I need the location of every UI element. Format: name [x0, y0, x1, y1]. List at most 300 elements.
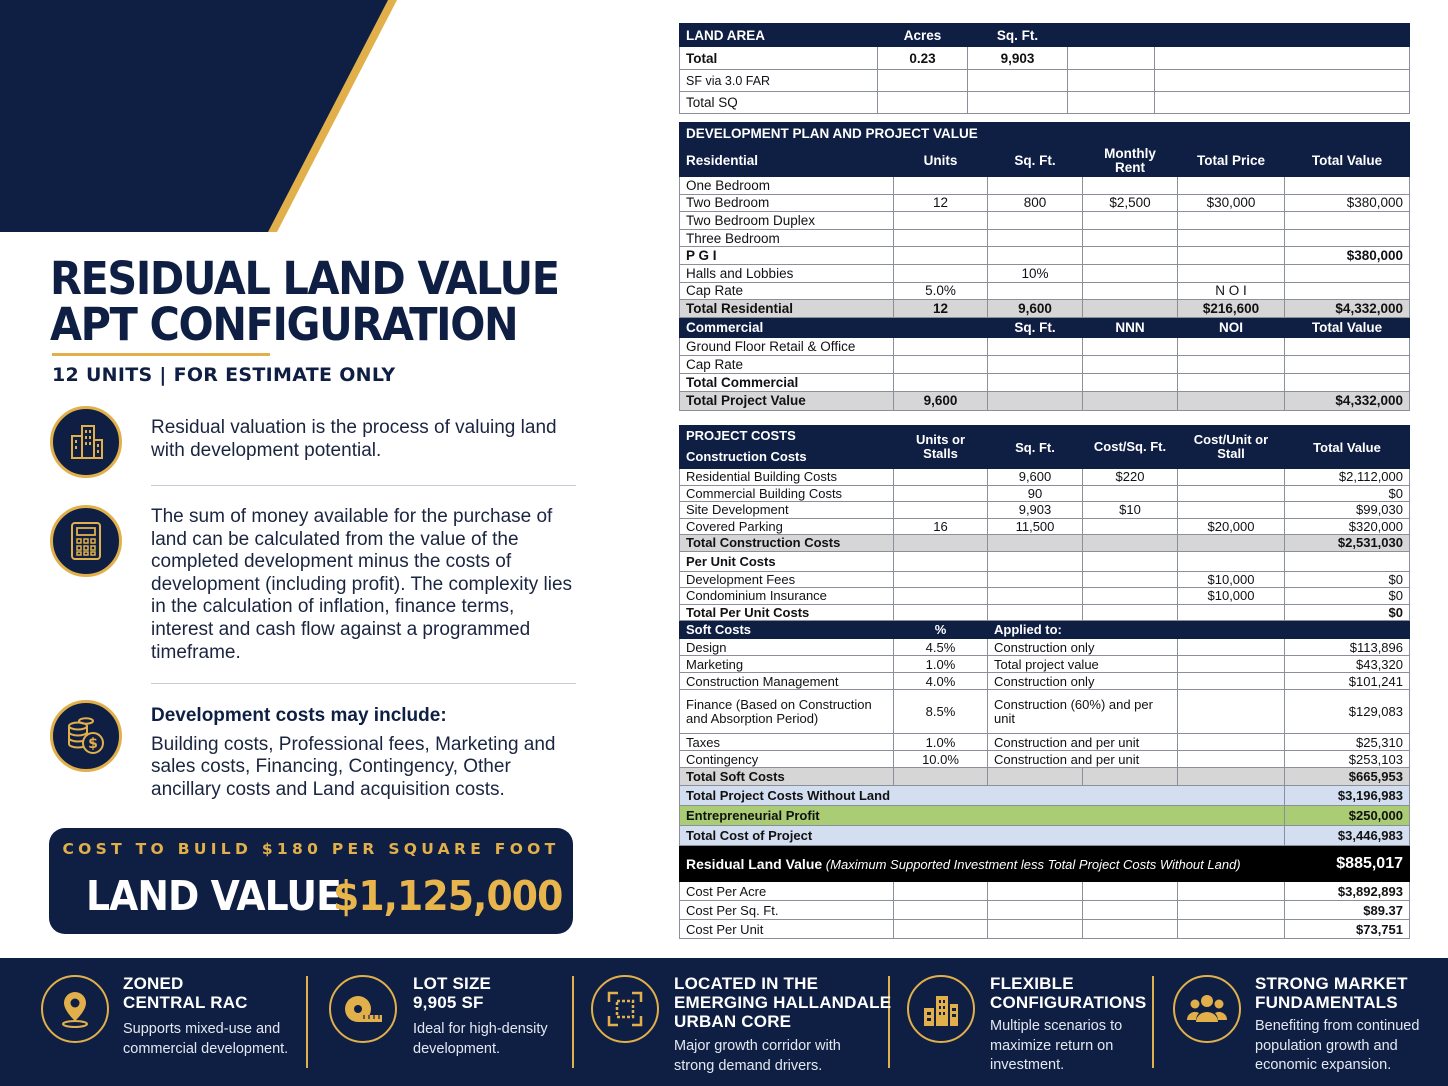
title-line: LOCATED IN THE: [674, 974, 819, 993]
divider: [151, 485, 576, 486]
cell: Total: [680, 47, 878, 70]
header-cell: Sq. Ft.: [968, 24, 1068, 47]
cell: [894, 502, 988, 519]
cell: [988, 177, 1083, 195]
cell: $10: [1083, 502, 1178, 519]
table-row: [680, 229, 1410, 247]
table-row: [680, 734, 1410, 751]
page-title-line1: RESIDUAL LAND VALUE: [50, 252, 559, 305]
cell: [894, 901, 988, 920]
divider: [1152, 976, 1154, 1068]
table-row: [680, 282, 1410, 300]
cell: $380,000: [1285, 194, 1410, 212]
cell: [1083, 901, 1178, 920]
cell: [1083, 337, 1178, 355]
residual-label: Residual Land Value: [686, 856, 823, 872]
page-subtitle: 12 UNITS | FOR ESTIMATE ONLY: [52, 364, 396, 386]
cell: [894, 551, 988, 571]
cell: $3,892,893: [1285, 882, 1410, 901]
cell: $4,332,000: [1285, 300, 1410, 318]
page-title-line2: APT CONFIGURATION: [50, 298, 518, 351]
cell: Finance (Based on Construction and Absorption Period): [680, 690, 894, 734]
cell: [1155, 47, 1410, 70]
cell: [1083, 229, 1178, 247]
cell: [894, 337, 988, 355]
cell: $3,196,983: [1285, 786, 1410, 806]
cell: $101,241: [1285, 673, 1410, 690]
header-cell: Construction Costs: [680, 445, 894, 469]
cell: $320,000: [1285, 518, 1410, 535]
cell: [894, 768, 988, 786]
header-cell: Units: [894, 145, 988, 177]
per-unit-rows: [680, 571, 1410, 621]
table-row: [680, 826, 1410, 846]
cell: $0: [1285, 571, 1410, 588]
cell: [1178, 673, 1285, 690]
cell: [988, 282, 1083, 300]
feature-title-location: [674, 974, 891, 1031]
cell: [1178, 751, 1285, 768]
cell: [1083, 604, 1178, 621]
title-underline: [52, 353, 270, 356]
table-row: [680, 768, 1410, 786]
land-area-table: [679, 23, 1410, 114]
cell: [1285, 337, 1410, 355]
cell: [988, 391, 1083, 410]
cell: [1285, 229, 1410, 247]
cell: [1178, 768, 1285, 786]
table-row: [680, 92, 1410, 114]
desc-line: development.: [413, 1040, 501, 1057]
cell: $99,030: [1285, 502, 1410, 519]
cell: Cap Rate: [680, 355, 894, 373]
cell: [1178, 177, 1285, 195]
table-row: [680, 469, 1410, 486]
cell: 12: [894, 300, 988, 318]
header-cell: Cost/Unit or Stall: [1178, 426, 1285, 469]
cell: $253,103: [1285, 751, 1410, 768]
cell: Ground Floor Retail & Office: [680, 337, 894, 355]
desc-line: Ideal for high-density: [413, 1021, 548, 1037]
cell: Construction only: [988, 673, 1178, 690]
cell: [1083, 518, 1178, 535]
cell: [1083, 264, 1178, 282]
cell: [1068, 92, 1155, 114]
cell: [1178, 901, 1285, 920]
cell: [1083, 177, 1178, 195]
cell: Site Development: [680, 502, 894, 519]
table-row: [680, 247, 1410, 265]
cell: $89.37: [1285, 901, 1410, 920]
residential-rows: [680, 177, 1410, 318]
table-row: [680, 355, 1410, 373]
header-cell: Total Value: [1285, 426, 1410, 469]
title-line: EMERGING HALLANDALE: [674, 993, 892, 1012]
cell: 8.5%: [894, 690, 988, 734]
table-row: [680, 485, 1410, 502]
header-cell: Sq. Ft.: [988, 145, 1083, 177]
desc-line: Major growth corridor with: [674, 1038, 841, 1054]
cell: Construction and per unit: [988, 734, 1178, 751]
cell: 1.0%: [894, 656, 988, 673]
cell: 4.5%: [894, 639, 988, 656]
desc-line: Multiple scenarios to: [990, 1018, 1123, 1034]
desc-line: Supports mixed-use and: [123, 1021, 281, 1037]
cell: [1178, 690, 1285, 734]
cell: [894, 604, 988, 621]
cell: $4,332,000: [1285, 391, 1410, 410]
header-cell: [1155, 24, 1410, 47]
cell: Total Construction Costs: [680, 535, 894, 552]
cell: [894, 535, 988, 552]
table-row: [680, 639, 1410, 656]
cell: Marketing: [680, 656, 894, 673]
table-row: [680, 588, 1410, 605]
cell: [878, 92, 968, 114]
commercial-rows: [680, 337, 1410, 410]
cell: P G I: [680, 247, 894, 265]
cell: 9,600: [894, 391, 988, 410]
cell: [988, 768, 1083, 786]
coins-dollar-icon: [50, 700, 122, 772]
cell: Total project value: [988, 656, 1178, 673]
cell: [1083, 355, 1178, 373]
cell: Per Unit Costs: [680, 551, 894, 571]
cell: 90: [988, 485, 1083, 502]
section-title-row: [680, 426, 1410, 445]
table-row: [680, 518, 1410, 535]
table-row: [680, 751, 1410, 768]
cell: [1178, 734, 1285, 751]
header-cell: Cost/Sq. Ft.: [1083, 426, 1178, 469]
header-cell: Sq. Ft.: [988, 426, 1083, 469]
table-row: [680, 786, 1410, 806]
cell: [894, 588, 988, 605]
cell: Contingency: [680, 751, 894, 768]
cell: [894, 355, 988, 373]
cell: [1285, 264, 1410, 282]
cell: 10.0%: [894, 751, 988, 768]
cell: Cost Per Acre: [680, 882, 894, 901]
feature-desc-market: [1255, 1017, 1419, 1076]
title-line: ZONED: [123, 974, 184, 993]
header-cell: Acres: [878, 24, 968, 47]
cell: $43,320: [1285, 656, 1410, 673]
title-line: URBAN CORE: [674, 1012, 792, 1031]
feature-body: Building costs, Professional fees, Marketing and sales costs, Financing, Contingency, Other ancillary costs and Land acquisition costs.: [151, 733, 556, 800]
table-header-row: [680, 621, 1410, 639]
feature-title-configurations: [990, 974, 1146, 1012]
table-row: [680, 656, 1410, 673]
cell: 11,500: [988, 518, 1083, 535]
cell: [988, 901, 1083, 920]
cell: 12: [894, 194, 988, 212]
header-cell: Units or Stalls: [894, 426, 988, 469]
table-row: [680, 690, 1410, 734]
cell: [1155, 70, 1410, 92]
cell: [1178, 656, 1285, 673]
cell: Cost Per Sq. Ft.: [680, 901, 894, 920]
feature-desc-zoned: [123, 1020, 288, 1059]
table-row: [680, 337, 1410, 355]
soft-cost-rows: [680, 639, 1410, 768]
project-costs-table: [679, 425, 1410, 939]
section-title: PROJECT COSTS: [680, 426, 894, 445]
cell: $665,953: [1285, 768, 1410, 786]
cell: [988, 588, 1083, 605]
cell: Cost Per Unit: [680, 920, 894, 939]
cell: [988, 882, 1083, 901]
cell: [1285, 551, 1410, 571]
feature-title-zoned: [123, 974, 248, 1012]
cell: Total Commercial: [680, 373, 894, 391]
header-cell: Applied to:: [988, 621, 1410, 639]
cell: [1083, 247, 1178, 265]
cell: [1083, 373, 1178, 391]
cell: 10%: [988, 264, 1083, 282]
table-row: [680, 673, 1410, 690]
feature-heading: Development costs may include:: [151, 705, 447, 726]
table-row: [680, 177, 1410, 195]
cell: [1083, 282, 1178, 300]
cell: [1083, 485, 1178, 502]
cell: [1083, 920, 1178, 939]
title-line: CENTRAL RAC: [123, 993, 248, 1012]
cell: [680, 846, 1285, 882]
cell: Residential Building Costs: [680, 469, 894, 486]
cell: 9,903: [968, 47, 1068, 70]
table-row: [680, 882, 1410, 901]
cell: [1178, 264, 1285, 282]
cell: Total Project Costs Without Land: [680, 786, 1285, 806]
header-cell: Commercial: [680, 317, 894, 337]
cell: $30,000: [1178, 194, 1285, 212]
cell: Condominium Insurance: [680, 588, 894, 605]
cost-to-build-label: COST TO BUILD $180 PER SQUARE FOOT: [62, 840, 560, 858]
cell: Two Bedroom Duplex: [680, 212, 894, 230]
desc-line: investment.: [990, 1057, 1065, 1073]
table-row: [680, 901, 1410, 920]
desc-line: economic expansion.: [1255, 1057, 1392, 1073]
cell: [894, 177, 988, 195]
feature-text-residual: Residual valuation is the process of valuing land with development potential.: [151, 417, 557, 461]
cell: [1178, 373, 1285, 391]
cell: [1083, 391, 1178, 410]
building-icon: [50, 406, 122, 478]
cell: [894, 571, 988, 588]
cell: [894, 212, 988, 230]
desc-line: population growth and: [1255, 1037, 1398, 1054]
location-pin-icon: [41, 975, 109, 1043]
divider: [306, 976, 308, 1068]
cell: $885,017: [1285, 846, 1410, 882]
construction-rows: [680, 469, 1410, 552]
cell: [988, 604, 1083, 621]
cell: Construction Management: [680, 673, 894, 690]
cell: 16: [894, 518, 988, 535]
cell: $113,896: [1285, 639, 1410, 656]
table-row: [680, 47, 1410, 70]
cell: Commercial Building Costs: [680, 485, 894, 502]
cell: [1178, 604, 1285, 621]
cell: [878, 70, 968, 92]
feature-desc-location: [674, 1037, 841, 1076]
cell: [1178, 355, 1285, 373]
cell: [1178, 485, 1285, 502]
cell: Total SQ: [680, 92, 878, 114]
cell: $250,000: [1285, 806, 1410, 826]
cell: 9,903: [988, 502, 1083, 519]
header-cell: Total Price: [1178, 145, 1285, 177]
cell: Halls and Lobbies: [680, 264, 894, 282]
cell: [894, 264, 988, 282]
header-cell: [1068, 24, 1155, 47]
divider: [572, 976, 574, 1068]
title-line: CONFIGURATIONS: [990, 993, 1147, 1012]
desc-line: commercial development.: [123, 1040, 289, 1057]
cell: [1178, 639, 1285, 656]
cell: 9,600: [988, 300, 1083, 318]
cell: [894, 229, 988, 247]
cell: Total Project Value: [680, 391, 894, 410]
header-cell: Monthly Rent: [1083, 145, 1178, 177]
cell: [1083, 300, 1178, 318]
cell: 1.0%: [894, 734, 988, 751]
cell: $10,000: [1178, 571, 1285, 588]
expand-frame-icon: [591, 975, 659, 1043]
svg-text:$: $: [88, 736, 98, 752]
cell: [968, 70, 1068, 92]
table-row: [680, 571, 1410, 588]
calculator-icon: [50, 505, 122, 577]
cell: [988, 571, 1083, 588]
cell: $20,000: [1178, 518, 1285, 535]
cell: [1178, 337, 1285, 355]
cell: [988, 247, 1083, 265]
cell: [894, 485, 988, 502]
table-row: [680, 194, 1410, 212]
cell: $2,531,030: [1285, 535, 1410, 552]
cell: Two Bedroom: [680, 194, 894, 212]
header-cell: %: [894, 621, 988, 639]
table-header-row: [680, 317, 1410, 337]
cell: Total Cost of Project: [680, 826, 1285, 846]
cell: $0: [1285, 588, 1410, 605]
cell: [1068, 47, 1155, 70]
cell: $129,083: [1285, 690, 1410, 734]
cell: $0: [1285, 485, 1410, 502]
cell: [894, 469, 988, 486]
per-cost-rows: [680, 882, 1410, 939]
cell: $25,310: [1285, 734, 1410, 751]
cell: 5.0%: [894, 282, 988, 300]
cell: [1178, 535, 1285, 552]
cell: [1083, 768, 1178, 786]
cell: [894, 920, 988, 939]
cell: [1083, 571, 1178, 588]
title-line: STRONG MARKET: [1255, 974, 1408, 993]
cell: Total Per Unit Costs: [680, 604, 894, 621]
header-cell: Sq. Ft.: [988, 317, 1083, 337]
cell: Construction only: [988, 639, 1178, 656]
cell: 4.0%: [894, 673, 988, 690]
table-row: [680, 300, 1410, 318]
cell: [1155, 92, 1410, 114]
cell: [1068, 70, 1155, 92]
table-row: [680, 551, 1410, 571]
cell: [894, 373, 988, 391]
cell: [1083, 212, 1178, 230]
cell: Development Fees: [680, 571, 894, 588]
cell: [988, 551, 1083, 571]
buildings-icon: [907, 975, 975, 1043]
cell: [1178, 391, 1285, 410]
header-cell: NOI: [1178, 317, 1285, 337]
cell: $2,112,000: [1285, 469, 1410, 486]
cell: [988, 535, 1083, 552]
cell: [1285, 355, 1410, 373]
cell: $73,751: [1285, 920, 1410, 939]
feature-desc-configurations: [990, 1017, 1122, 1076]
cell: Taxes: [680, 734, 894, 751]
cell: [1178, 920, 1285, 939]
residual-land-value-row: [680, 846, 1410, 882]
cell: 9,600: [988, 469, 1083, 486]
cell: [1178, 502, 1285, 519]
cell: [968, 92, 1068, 114]
cell: Total Soft Costs: [680, 768, 894, 786]
cell: [1083, 588, 1178, 605]
cell: [1178, 469, 1285, 486]
development-plan-table: [679, 122, 1410, 411]
header-cell: [894, 317, 988, 337]
cell: [1285, 212, 1410, 230]
cell: [1178, 882, 1285, 901]
desc-line: maximize return on: [990, 1037, 1114, 1054]
table-row: [680, 373, 1410, 391]
cell: [894, 247, 988, 265]
table-header-row: [680, 145, 1410, 177]
feature-text-calculation: The sum of money available for the purchase of land can be calculated from the value of the completed development minus the costs of development (including profit). The complexity lies in the calculation of inflation, finance terms, interest and cash flow against a programmed timeframe.: [151, 506, 573, 663]
section-title: DEVELOPMENT PLAN AND PROJECT VALUE: [680, 123, 1410, 145]
land-value-banner: [49, 828, 573, 934]
cell: $216,600: [1178, 300, 1285, 318]
cell: [988, 229, 1083, 247]
feature-desc-lot-size: [413, 1020, 548, 1059]
table-row: [680, 604, 1410, 621]
header-cell: Residential: [680, 145, 894, 177]
cell: [1285, 282, 1410, 300]
people-group-icon: [1173, 975, 1241, 1043]
cell: [1083, 882, 1178, 901]
cell: Construction and per unit: [988, 751, 1178, 768]
cell: [1178, 551, 1285, 571]
cell: [1285, 373, 1410, 391]
cell: Design: [680, 639, 894, 656]
cell: SF via 3.0 FAR: [680, 70, 878, 92]
cell: One Bedroom: [680, 177, 894, 195]
cell: [1178, 247, 1285, 265]
cell: $2,500: [1083, 194, 1178, 212]
table-row: [680, 212, 1410, 230]
corner-banner-graphic: [0, 0, 400, 232]
section-title-row: [680, 123, 1410, 145]
title-line: 9,905 SF: [413, 993, 484, 1012]
cell: [1178, 229, 1285, 247]
cell: $0: [1285, 604, 1410, 621]
cell: [1083, 535, 1178, 552]
cell: [988, 920, 1083, 939]
